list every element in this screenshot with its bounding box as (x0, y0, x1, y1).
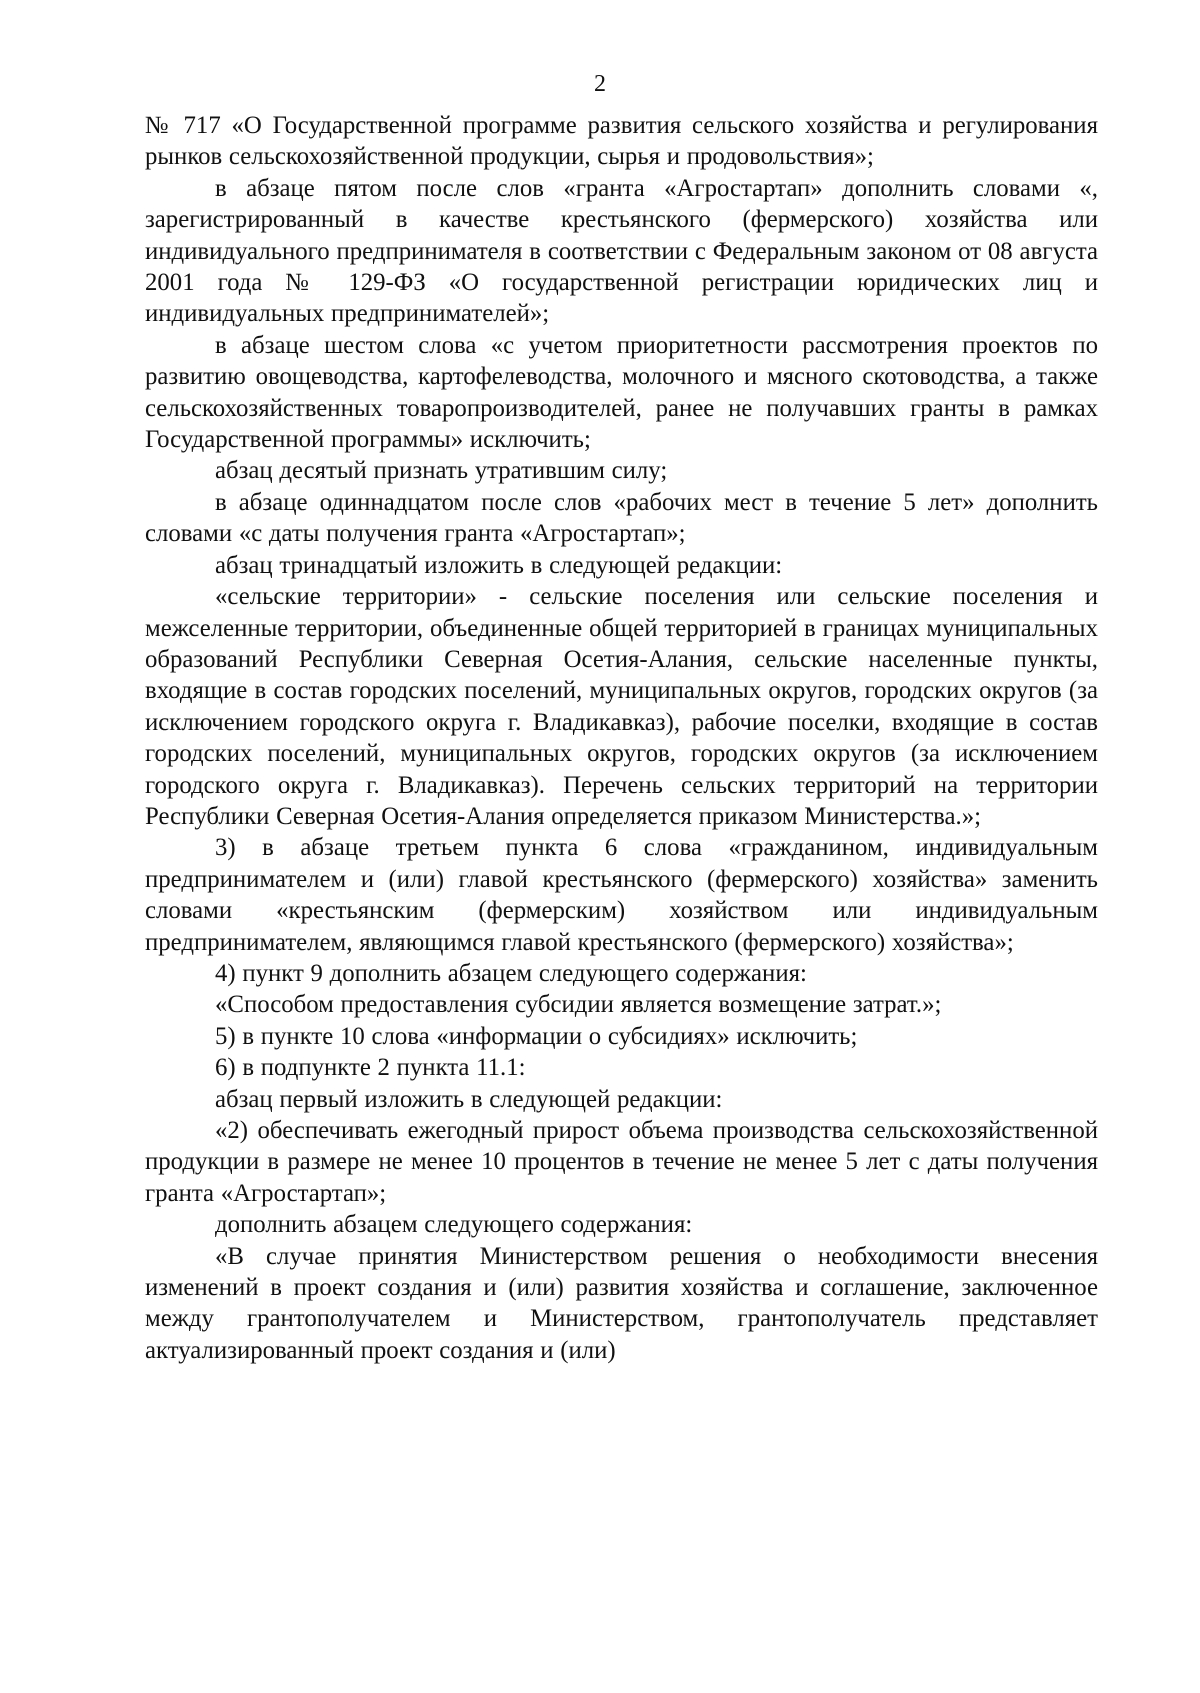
paragraph: «В случае принятия Министерством решения о необходимости внесения изменений в проект создания и (или) развития хозяйства и соглашение, заключенное между грантополучателем и Министерством, грантополучатель представляет актуализированный проект создания и (или) (145, 1242, 1098, 1364)
paragraph: 4) пункт 9 дополнить абзацем следующего содержания: (215, 959, 807, 987)
paragraph: абзац тринадцатый изложить в следующей редакции: (215, 551, 783, 579)
paragraph: 3) в абзаце третьем пункта 6 слова «гражданином, индивидуальным предпринимателем и (или) главой крестьянского (фермерского) хозяйства» заменить словами «крестьянским (фермерским) хозяйством или индивидуальным предпринимателем, являющимся главой крестьянского (фермерского) хозяйства»; (145, 834, 1098, 956)
paragraph: абзац первый изложить в следующей редакции: (215, 1085, 723, 1113)
paragraph: 6) в подпункте 2 пункта 11.1: (215, 1054, 526, 1082)
paragraph: в абзаце пятом после слов «гранта «Агростартап» дополнить словами «, зарегистрированный в качестве крестьянского (фермерского) хозяйства или индивидуального предпринимателя в соответствии с Федеральным законом от 08 августа 2001 года № 129-ФЗ «О государственной регистрации юридических лиц и индивидуальных предпринимателей»; (145, 174, 1098, 328)
paragraph: «Способом предоставления субсидии является возмещение затрат.»; (215, 991, 942, 1019)
paragraph: 5) в пункте 10 слова «информации о субсидиях» исключить; (215, 1022, 858, 1050)
paragraph: в абзаце одиннадцатом после слов «рабочих мест в течение 5 лет» дополнить словами «с даты получения гранта «Агростартап»; (145, 488, 1098, 548)
paragraph: в абзаце шестом слова «с учетом приоритетности рассмотрения проектов по развитию овощеводства, картофелеводства, молочного и мясного скотоводства, а также сельскохозяйственных товаропроизводителей, ранее не получавших гранты в рамках Государственной программы» исключить; (145, 331, 1098, 454)
paragraph: «2) обеспечивать ежегодный прирост объема производства сельскохозяйственной продукции в размере не менее 10 процентов в течение не менее 5 лет с даты получения гранта «Агростартап»; (145, 1117, 1098, 1207)
paragraph: дополнить абзацем следующего содержания: (215, 1211, 693, 1239)
paragraph: «сельские территории» - сельские поселения или сельские поселения и межселенные территории, объединенные общей территорией в границах муниципальных образований Республики Северная Осетия-Алания, сельские населенные пункты, входящие в состав городских поселений, муниципальных округов, городских округов (за исключением городского округа г. Владикавказ), рабочие поселки, входящие в состав городских поселений, муниципальных округов, городских округов (за исключением городского округа г. Владикавказ). Перечень сельских территорий на территории Республики Северная Осетия-Алания определяется приказом Министерства.»; (145, 583, 1098, 830)
page-number: 2 (594, 71, 606, 97)
document-body (145, 110, 1098, 1366)
paragraph: абзац десятый признать утратившим силу; (215, 457, 668, 485)
paragraph: № 717 «О Государственной программе развития сельского хозяйства и регулирования рынков сельскохозяйственной продукции, сырья и продовольствия»; (145, 112, 1098, 171)
